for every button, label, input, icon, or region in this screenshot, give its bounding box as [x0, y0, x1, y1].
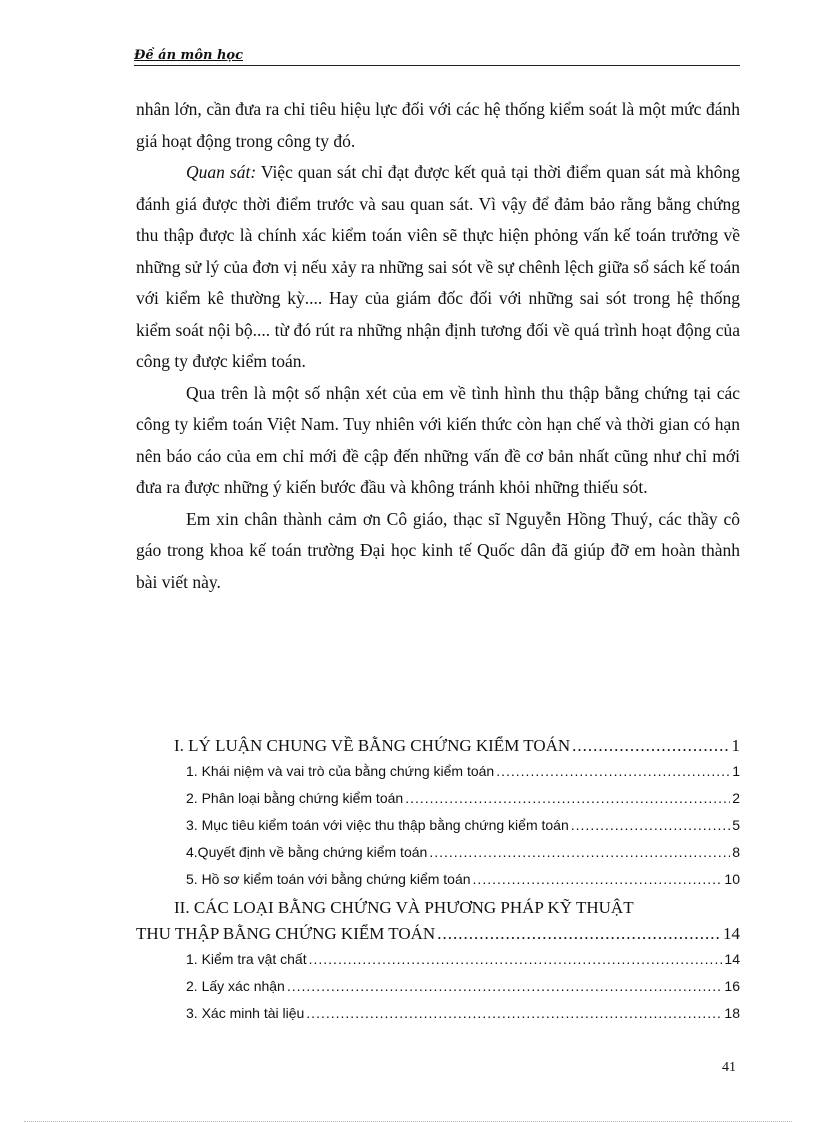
body-text — [136, 94, 740, 598]
toc-item-label: 4.Quyết định về bằng chứng kiểm toán — [186, 844, 428, 860]
toc-section-2-title-line1[interactable]: II. CÁC LOẠI BẰNG CHỨNG VÀ PHƯƠNG PHÁP KỸ THUẬT — [174, 898, 634, 917]
toc-leader — [306, 1005, 722, 1021]
toc-leader — [571, 817, 730, 833]
toc-item-label: 1. Kiểm tra vật chất — [186, 951, 307, 967]
toc-section-1-title: I. LÝ LUẬN CHUNG VỀ BẰNG CHỨNG KIỂM TOÁN — [174, 736, 571, 755]
toc-item[interactable] — [136, 844, 740, 871]
toc-item[interactable] — [136, 951, 740, 978]
toc-leader — [496, 763, 730, 779]
toc-item-label: 1. Khái niệm và vai trò của bằng chứng kiểm toán — [186, 763, 495, 779]
toc-item[interactable] — [136, 790, 740, 817]
toc-item[interactable] — [136, 871, 740, 898]
toc-item-page: 8 — [732, 844, 740, 860]
paragraph-2-lead: Quan sát: — [186, 162, 257, 182]
paragraph-4: Em xin chân thành cảm ơn Cô giáo, thạc sĩ Nguyễn Hồng Thuý, các thầy cô gáo trong khoa kế toán trường Đại học kinh tế Quốc dân đã giúp đỡ em hoàn thành bài viết này. — [136, 508, 740, 592]
toc-item[interactable] — [136, 817, 740, 844]
toc-item[interactable] — [136, 978, 740, 1005]
paragraph-3: Qua trên là một số nhận xét của em về tình hình thu thập bằng chứng tại các công ty kiểm toán Việt Nam. Tuy nhiên với kiến thức còn hạn chế và thời gian có hạn nên báo cáo của em chỉ mới đề cập đến những vấn đề cơ bản nhất cũng như chỉ mới đưa ra được những ý kiến bước đầu và không tránh khỏi những thiếu sót. — [136, 382, 740, 497]
toc-item-page: 1 — [732, 763, 740, 779]
toc-item-label: 3. Xác minh tài liệu — [186, 1005, 305, 1021]
table-of-contents — [136, 736, 740, 1032]
paragraph-2-text: Việc quan sát chỉ đạt được kết quả tại thời điểm quan sát mà không đánh giá được thời điểm trước và sau quan sát. Vì vậy để đảm bảo rằng bằng chứng thu thập được là chính xác kiểm toán viên sẽ thực hiện phỏng vấn kế toán trưởng về những sử lý của đơn vị nếu xảy ra những sai sót về sự chênh lệch giữa sổ sách kế toán với kiểm kê thường kỳ.... Hay của giám đốc đối với những sai sót trong hệ thống kiểm soát nội bộ.... từ đó rút ra những nhận định tương đối về quá trình hoạt động của công ty được kiểm toán. — [136, 162, 740, 371]
toc-section-1[interactable] — [136, 736, 740, 763]
toc-leader — [287, 978, 723, 994]
toc-item-page: 18 — [724, 1005, 740, 1021]
toc-item-label: 3. Mục tiêu kiểm toán với việc thu thập bằng chứng kiểm toán — [186, 817, 569, 833]
toc-item-page: 10 — [724, 871, 740, 887]
paragraph-2 — [136, 157, 740, 378]
toc-item-label: 2. Lấy xác nhận — [186, 978, 285, 994]
toc-item-page: 5 — [732, 817, 740, 833]
toc-leader — [309, 951, 723, 967]
toc-leader — [437, 924, 721, 944]
toc-item-label: 2. Phân loại bằng chứng kiểm toán — [186, 790, 404, 806]
page-number: 41 — [722, 1060, 736, 1075]
header-title: Đề án môn học — [134, 48, 244, 63]
header-rule — [134, 65, 740, 66]
toc-section-2-page: 14 — [723, 924, 740, 943]
toc-section-2-title-line2: THU THẬP BẰNG CHỨNG KIỂM TOÁN — [136, 924, 436, 943]
toc-section-2[interactable] — [136, 924, 740, 951]
bottom-dotted-rule — [24, 1121, 792, 1122]
toc-leader — [405, 790, 730, 806]
toc-leader — [473, 871, 723, 887]
toc-item-page: 2 — [732, 790, 740, 806]
toc-leader — [572, 736, 729, 756]
toc-item-page: 16 — [724, 978, 740, 994]
toc-item-label: 5. Hồ sơ kiểm toán với bằng chứng kiểm toán — [186, 871, 471, 887]
toc-section-1-page: 1 — [731, 736, 740, 755]
toc-item[interactable] — [136, 763, 740, 790]
toc-item-page: 14 — [724, 951, 740, 967]
toc-item[interactable] — [136, 1005, 740, 1032]
toc-leader — [429, 844, 730, 860]
paragraph-1: nhân lớn, cần đưa ra chỉ tiêu hiệu lực đối với các hệ thống kiểm soát là một mức đánh giá hoạt động trong công ty đó. — [136, 99, 740, 151]
